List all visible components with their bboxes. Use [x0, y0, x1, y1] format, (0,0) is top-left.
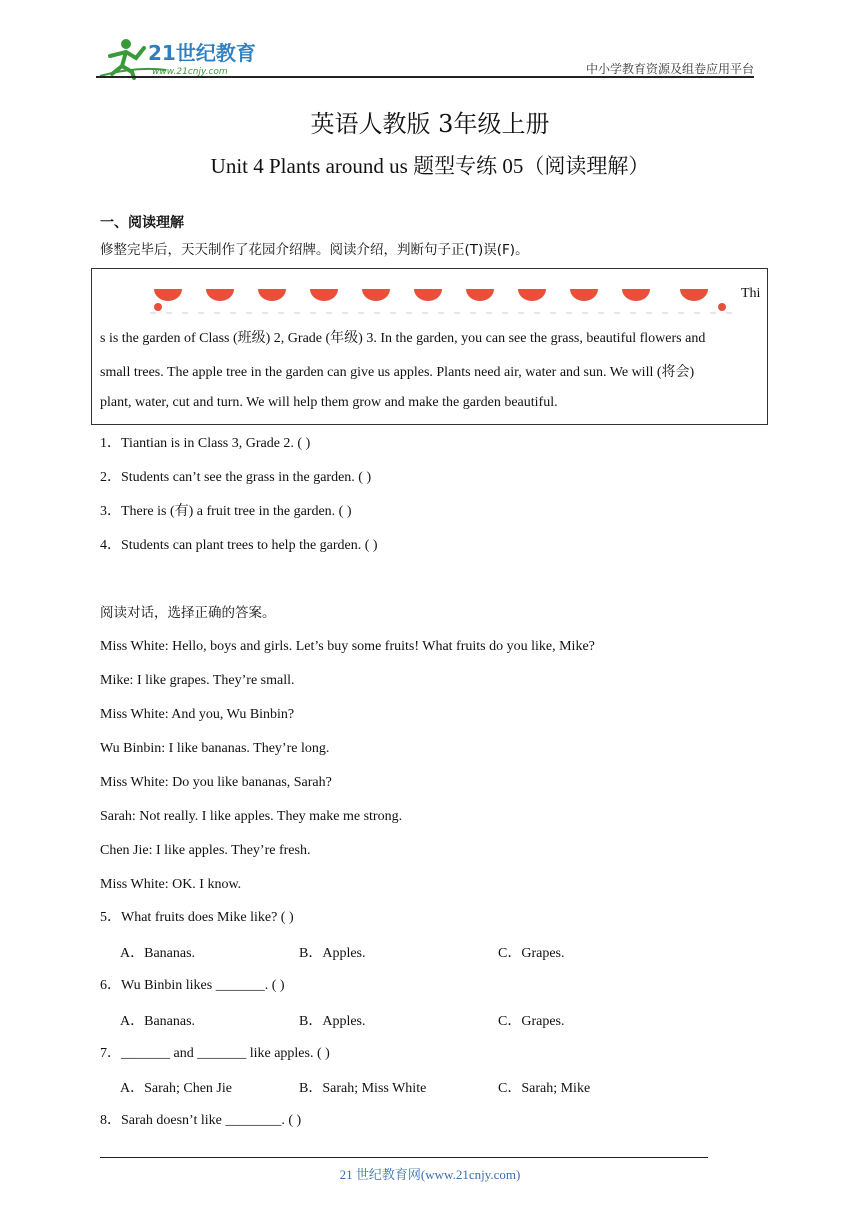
passage-first-fragment: Thi	[741, 286, 761, 301]
page-subtitle: Unit 4 Plants around us 题型专练 05（阅读理解）	[210, 154, 650, 178]
option-c: C．Grapes.	[498, 946, 565, 961]
question-3: 3．There is (有) a fruit tree in the garden. ( )	[100, 504, 352, 519]
dialogue-line: Mike: I like grapes. They’re small.	[100, 673, 295, 688]
garden-sign-decoration	[150, 283, 740, 315]
option-a: A．Bananas.	[120, 946, 196, 961]
footer-divider	[100, 1157, 708, 1158]
header-platform-text: 中小学教育资源及组卷应用平台	[585, 62, 754, 76]
dialogue-line: Miss White: Do you like bananas, Sarah?	[100, 775, 332, 790]
option-c: C．Sarah; Mike	[498, 1081, 591, 1096]
section1-instruction: 修整完毕后，天天制作了花园介绍牌。阅读介绍，判断句子正(T)误(F)。	[100, 242, 529, 258]
footer-link[interactable]: 21 世纪教育网(www.21cnjy.com)	[339, 1167, 521, 1182]
passage-line: plant, water, cut and turn. We will help them grow and make the garden beautiful.	[100, 395, 558, 410]
option-b: B．Apples.	[299, 946, 366, 961]
dialogue-line: Wu Binbin: I like bananas. They’re long.	[100, 741, 330, 756]
site-logo	[96, 36, 266, 80]
question-8: 8．Sarah doesn’t like ________. ( )	[100, 1113, 302, 1128]
option-b: B．Apples.	[299, 1014, 366, 1029]
option-a: A．Bananas.	[120, 1014, 196, 1029]
option-c: C．Grapes.	[498, 1014, 565, 1029]
page-title: 英语人教版 3年级上册	[310, 110, 550, 138]
dialogue-line: Miss White: OK. I know.	[100, 877, 242, 892]
dialogue-line: Miss White: And you, Wu Binbin?	[100, 707, 295, 722]
question-2: 2．Students can’t see the grass in the garden. ( )	[100, 470, 372, 485]
section2-instruction: 阅读对话，选择正确的答案。	[100, 605, 276, 621]
svg-text:www.21cnjy.com: www.21cnjy.com	[152, 67, 228, 77]
option-b: B．Sarah; Miss White	[299, 1081, 427, 1096]
option-a: A．Sarah; Chen Jie	[120, 1081, 232, 1096]
question-4: 4．Students can plant trees to help the garden. ( )	[100, 538, 378, 553]
question-7: 7．_______ and _______ like apples. ( )	[100, 1046, 330, 1061]
svg-text:21世纪教育: 21世纪教育	[148, 41, 256, 65]
question-6: 6．Wu Binbin likes _______. ( )	[100, 978, 285, 993]
passage-line: small trees. The apple tree in the garden can give us apples. Plants need air, water and sun. We will (将会)	[100, 365, 695, 380]
question-1: 1．Tiantian is in Class 3, Grade 2. ( )	[100, 436, 311, 451]
header-divider	[96, 76, 754, 78]
question-5: 5．What fruits does Mike like? ( )	[100, 910, 294, 925]
dialogue-line: Chen Jie: I like apples. They’re fresh.	[100, 843, 311, 858]
dialogue-line: Miss White: Hello, boys and girls. Let’s buy some fruits! What fruits do you like, Mike?	[100, 639, 595, 654]
dialogue-line: Sarah: Not really. I like apples. They make me strong.	[100, 809, 403, 824]
section-heading: 一、阅读理解	[100, 215, 184, 231]
passage-line: s is the garden of Class (班级) 2, Grade (年级) 3. In the garden, you can see the grass, beautiful flowers and	[100, 331, 706, 346]
